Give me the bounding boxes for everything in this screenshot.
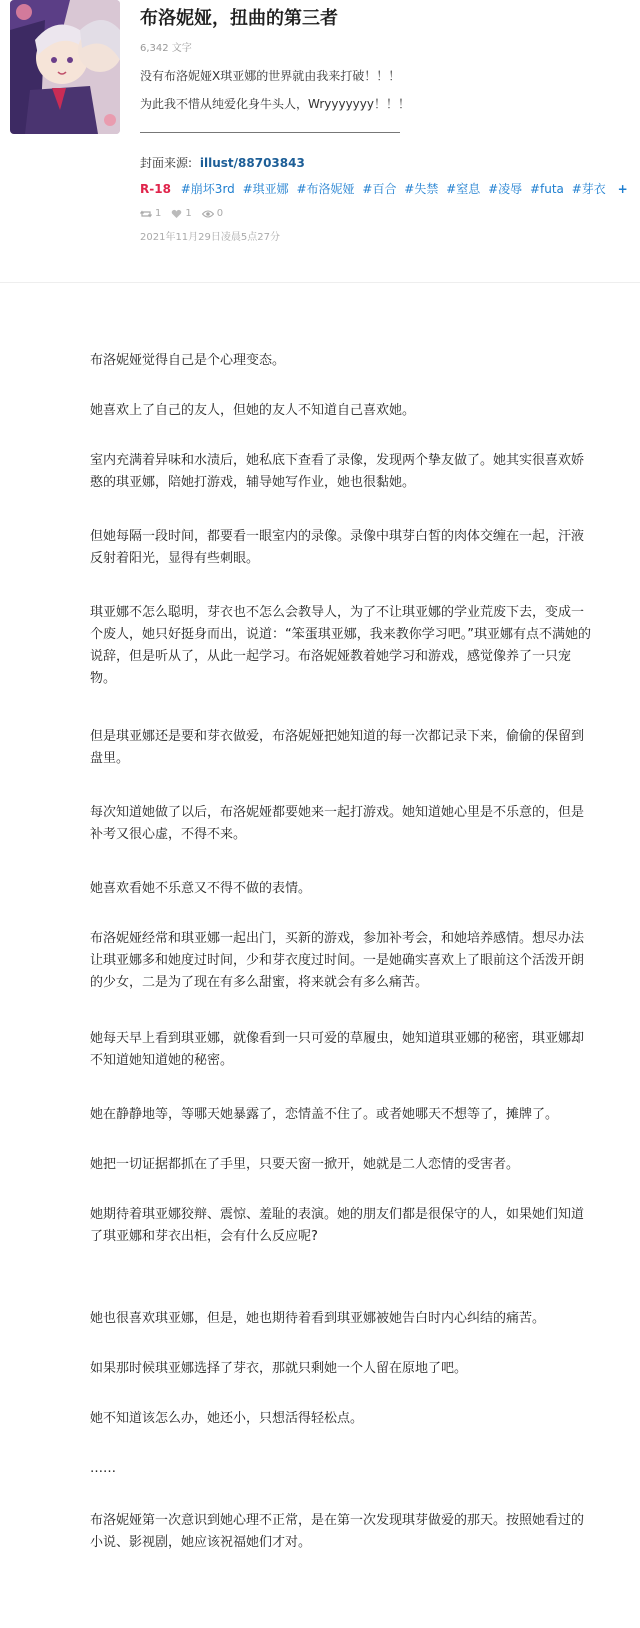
tag-list <box>140 181 628 197</box>
like-count: 1 <box>185 208 192 219</box>
heart-icon <box>171 209 182 219</box>
story-paragraph: 布洛妮娅经常和琪亚娜一起出门，买新的游戏，参加补考会，和她培养感情。想尽办法让琪亚娜多和她度过时间，少和芽衣度过时间。一是她确实喜欢上了眼前这个活泼开朗的少女，二是为了现在有多么甜蜜，将来就会有多么痛苦。 <box>90 931 585 990</box>
description-line-1: 没有布洛妮娅X琪亚娜的世界就由我来打破！！！ <box>140 69 401 83</box>
description-divider <box>140 132 400 133</box>
tag-item[interactable]: #失禁 <box>404 182 439 196</box>
tag-item[interactable]: #futa <box>529 182 564 196</box>
view-stat <box>202 207 223 221</box>
tag-item[interactable]: #布洛妮娅 <box>296 182 355 196</box>
story-paragraph: 但她每隔一段时间，都要看一眼室内的录像。录像中琪芽白皙的肉体交缠在一起，汗液反射着阳光，显得有些刺眼。 <box>90 529 585 566</box>
cover-image[interactable] <box>10 0 120 134</box>
work-title[interactable]: 布洛妮娅，扭曲的第三者 <box>140 8 338 29</box>
tag-item[interactable]: #芽衣 <box>571 182 606 196</box>
story-paragraph: 她把一切证据都抓在了手里，只要天窗一掀开，她就是二人恋情的受害者。 <box>90 1157 520 1172</box>
like-stat[interactable] <box>171 207 191 221</box>
story-paragraph: 每次知道她做了以后，布洛妮娅都要她来一起打游戏。她知道她心里是不乐意的，但是补考又很心虚，不得不来。 <box>90 805 585 842</box>
story-paragraph: 她在静静地等，等哪天她暴露了，恋情盖不住了。或者她哪天不想等了，摊牌了。 <box>90 1107 559 1122</box>
cover-source-label: 封面来源: <box>140 156 193 170</box>
story-paragraph: …… <box>90 1461 116 1476</box>
tag-item[interactable]: #琪亚娜 <box>242 182 289 196</box>
cover-illustration <box>10 0 120 134</box>
stats-bar <box>140 207 610 221</box>
tag-item[interactable]: #崩坏3rd <box>180 182 235 196</box>
retweet-count: 1 <box>155 208 162 219</box>
story-paragraph: 她每天早上看到琪亚娜，就像看到一只可爱的草履虫，她知道琪亚娜的秘密，琪亚娜却不知道她知道她的秘密。 <box>90 1031 585 1068</box>
story-paragraph: 如果那时候琪亚娜选择了芽衣，那就只剩她一个人留在原地了吧。 <box>90 1361 468 1376</box>
story-paragraph: 布洛妮娅第一次意识到她心理不正常，是在第一次发现琪芽做爱的那天。按照她看过的小说、影视剧，她应该祝福她们才对。 <box>90 1513 585 1550</box>
story-paragraph: 但是琪亚娜还是要和芽衣做爱，布洛妮娅把她知道的每一次都记录下来，偷偷的保留到盘里。 <box>90 729 585 766</box>
story-paragraph: 她不知道该怎么办，她还小，只想活得轻松点。 <box>90 1411 364 1426</box>
work-header <box>0 0 640 283</box>
work-info <box>140 0 628 245</box>
tag-item[interactable]: #窒息 <box>446 182 481 196</box>
eye-icon <box>202 209 214 219</box>
tag-item[interactable]: #凌辱 <box>488 182 523 196</box>
story-paragraph: 布洛妮娅觉得自己是个心理变态。 <box>90 353 286 368</box>
story-paragraph: 她也很喜欢琪亚娜，但是，她也期待着看到琪亚娜被她告白时内心纠结的痛苦。 <box>90 1311 546 1326</box>
view-count: 0 <box>216 208 224 219</box>
story-paragraph: 她喜欢上了自己的友人，但她的友人不知道自己喜欢她。 <box>90 403 416 418</box>
story-paragraph: 她喜欢看她不乐意又不得不做的表情。 <box>90 881 312 896</box>
description-line-2: 为此我不惜从纯爱化身牛头人，Wryyyyyyy！！！ <box>140 97 410 111</box>
story-paragraph: 琪亚娜不怎么聪明，芽衣也不怎么会教导人，为了不让琪亚娜的学业荒废下去，变成一个废人，她只好挺身而出，说道：“笨蛋琪亚娜，我来教你学习吧。”琪亚娜有点不满她的说辞，但是听从了，从此一起学习。布洛妮娅教着她学习和游戏，感觉像养了一只宠物。 <box>90 605 591 686</box>
add-tag-button[interactable]: + <box>617 182 628 196</box>
retweet-icon <box>140 209 152 219</box>
story-paragraph: 她期待着琪亚娜狡辩、震惊、羞耻的表演。她的朋友们都是很保守的人，如果她们知道了琪亚娜和芽衣出柜，会有什么反应呢? <box>90 1207 585 1244</box>
tag-r18[interactable]: R-18 <box>140 182 171 196</box>
retweet-stat[interactable] <box>140 207 161 221</box>
story-paragraph: 室内充满着异味和水渍后，她私底下查看了录像，发现两个挚友做了。她其实很喜欢娇憨的琪亚娜，陪她打游戏，辅导她写作业，她也很黏她。 <box>90 453 585 490</box>
word-count: 6,342 文字 <box>140 43 192 54</box>
cover-source <box>140 155 610 171</box>
publish-date: 2021年11月29日凌晨5点27分 <box>140 232 280 243</box>
cover-source-link[interactable]: illust/88703843 <box>199 156 305 170</box>
tag-item[interactable]: #百合 <box>362 182 397 196</box>
